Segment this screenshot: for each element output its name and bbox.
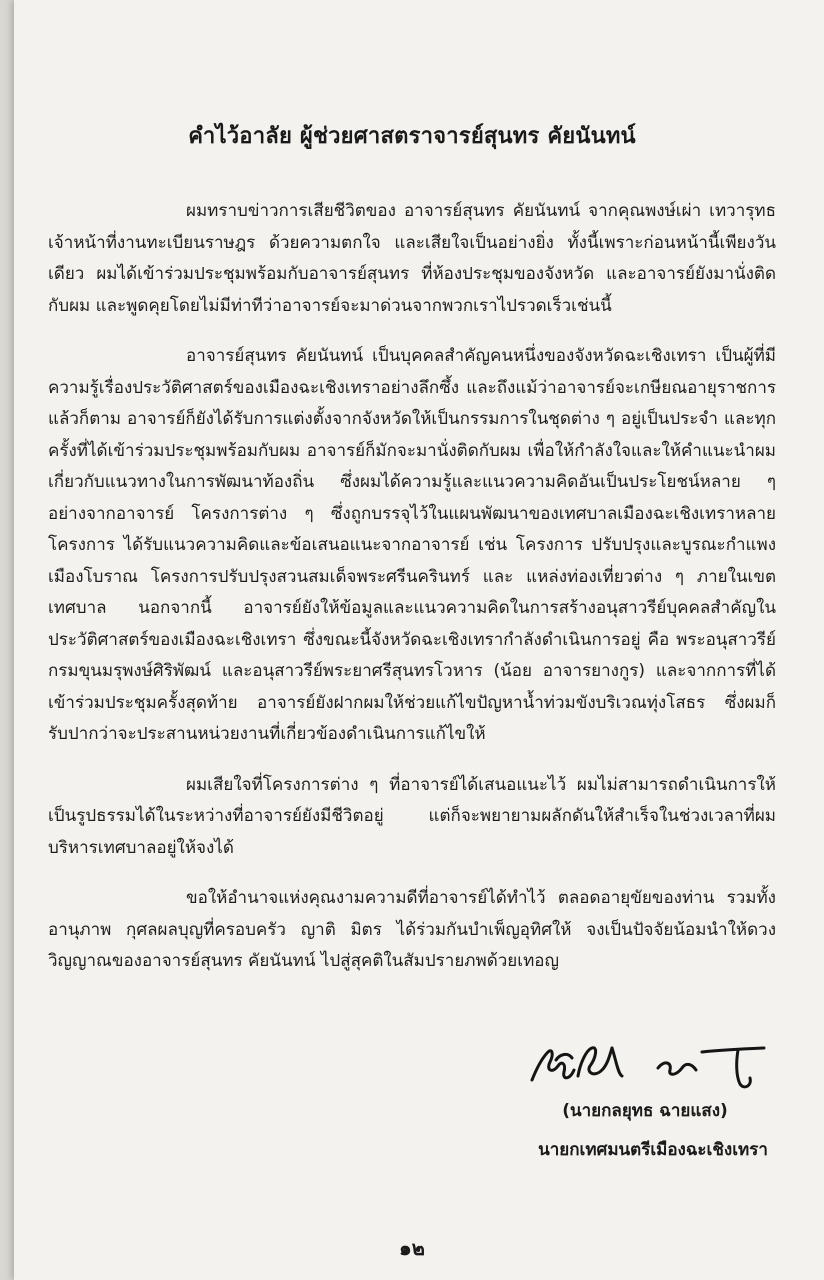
page-number: ๑๒ xyxy=(399,1236,425,1260)
page-title: คำไว้อาลัย ผู้ช่วยศาสตราจารย์สุนทร คัยนันทน์ xyxy=(188,124,636,149)
eulogy-body xyxy=(48,196,776,978)
paragraph: ผมทราบข่าวการเสียชีวิตของ อาจารย์สุนทร คัยนันทน์ จากคุณพงษ์เผ่า เทวารุทธ เจ้าหน้าที่งานทะเบียนราษฎร ด้วยความตกใจ และเสียใจเป็นอย่างยิ่ง ทั้งนี้เพราะก่อนหน้านี้เพียงวันเดียว ผมได้เข้าร่วมประชุมพร้อมกับอาจารย์สุนทร ที่ห้องประชุมของจังหวัด และอาจารย์ยังมานั่งติดกับผม และพูดคุยโดยไม่มีท่าทีว่าอาจารย์จะมาด่วนจากพวกเราไปรวดเร็วเช่นนี้ xyxy=(48,201,776,316)
paragraph: ขอให้อำนาจแห่งคุณงามความดีที่อาจารย์ได้ทำไว้ ตลอดอายุขัยของท่าน รวมทั้งอานุภาพ กุศลผลบุญที่ครอบครัว ญาติ มิตร ได้ร่วมกันบำเพ็ญอุทิศให้ จงเป็นปัจจัยน้อมนำให้ดวงวิญญาณของอาจารย์สุนทร คัยนันทน์ ไปสู่สุคติในสัมปรายภพด้วยเทอญ xyxy=(48,888,776,971)
paragraph: อาจารย์สุนทร คัยนันทน์ เป็นบุคคลสำคัญคนหนึ่งของจังหวัดฉะเชิงเทรา เป็นผู้ที่มีความรู้เรื่องประวัติศาสตร์ของเมืองฉะเชิงเทราอย่างลึกซึ้ง และถึงแม้ว่าอาจารย์จะเกษียณอายุราชการแล้วก็ตาม อาจารย์ก็ยังได้รับการแต่งตั้งจากจังหวัดให้เป็นกรรมการในชุดต่าง ๆ อยู่เป็นประจำ และทุกครั้งที่ได้เข้าร่วมประชุมพร้อมกับผม อาจารย์ก็มักจะมานั่งติดกับผม เพื่อให้กำลังใจและให้คำแนะนำผมเกี่ยวกับแนวทางในการพัฒนาท้องถิ่น ซึ่งผมได้ความรู้และแนวความคิดอันเป็นประโยชน์หลาย ๆ อย่างจากอาจารย์ โครงการต่าง ๆ ซึ่งถูกบรรจุไว้ในแผนพัฒนาของเทศบาลเมืองฉะเชิงเทราหลายโครงการ ได้รับแนวความคิดและข้อเสนอแนะจากอาจารย์ เช่น โครงการ ปรับปรุงและบูรณะกำแพงเมืองโบราณ โครงการปรับปรุงสวนสมเด็จพระศรีนครินทร์ และ แหล่งท่องเที่ยวต่าง ๆ ภายในเขตเทศบาล นอกจากนี้ อาจารย์ยังให้ข้อมูลและแนวความคิดในการสร้างอนุสาวรีย์บุคคลสำคัญในประวัติศาสตร์ของเมืองฉะเชิงเทรา ซึ่งขณะนี้จังหวัดฉะเชิงเทรากำลังดำเนินการอยู่ คือ พระอนุสาวรีย์กรมขุนมรุพงษ์ศิริพัฒน์ และอนุสาวรีย์พระยาศรีสุนทรโวหาร (น้อย อาจารยางกูร) และจากการที่ได้เข้าร่วมประชุมครั้งสุดท้าย อาจารย์ยังฝากผมให้ช่วยแก้ไขปัญหาน้ำท่วมขังบริเวณทุ่งโสธร ซึ่งผมก็รับปากว่าจะประสานหน่วยงานที่เกี่ยวข้องดำเนินการแก้ไขให้ xyxy=(48,346,776,744)
paragraph: ผมเสียใจที่โครงการต่าง ๆ ที่อาจารย์ได้เสนอแนะไว้ ผมไม่สามารถดำเนินการให้เป็นรูปธรรมได้ในระหว่างที่อาจารย์ยังมีชีวิตอยู่ แต่ก็จะพยายามผลักดันให้สำเร็จในช่วงเวลาที่ผมบริหารเทศบาลอยู่ให้จงได้ xyxy=(48,774,776,858)
signer-position: นายกเทศมนตรีเมืองฉะเชิงเทรา xyxy=(538,1140,768,1160)
handwritten-signature xyxy=(526,1040,776,1092)
signer-name: (นายกลยุทธ ฉายแสง) xyxy=(562,1101,728,1121)
